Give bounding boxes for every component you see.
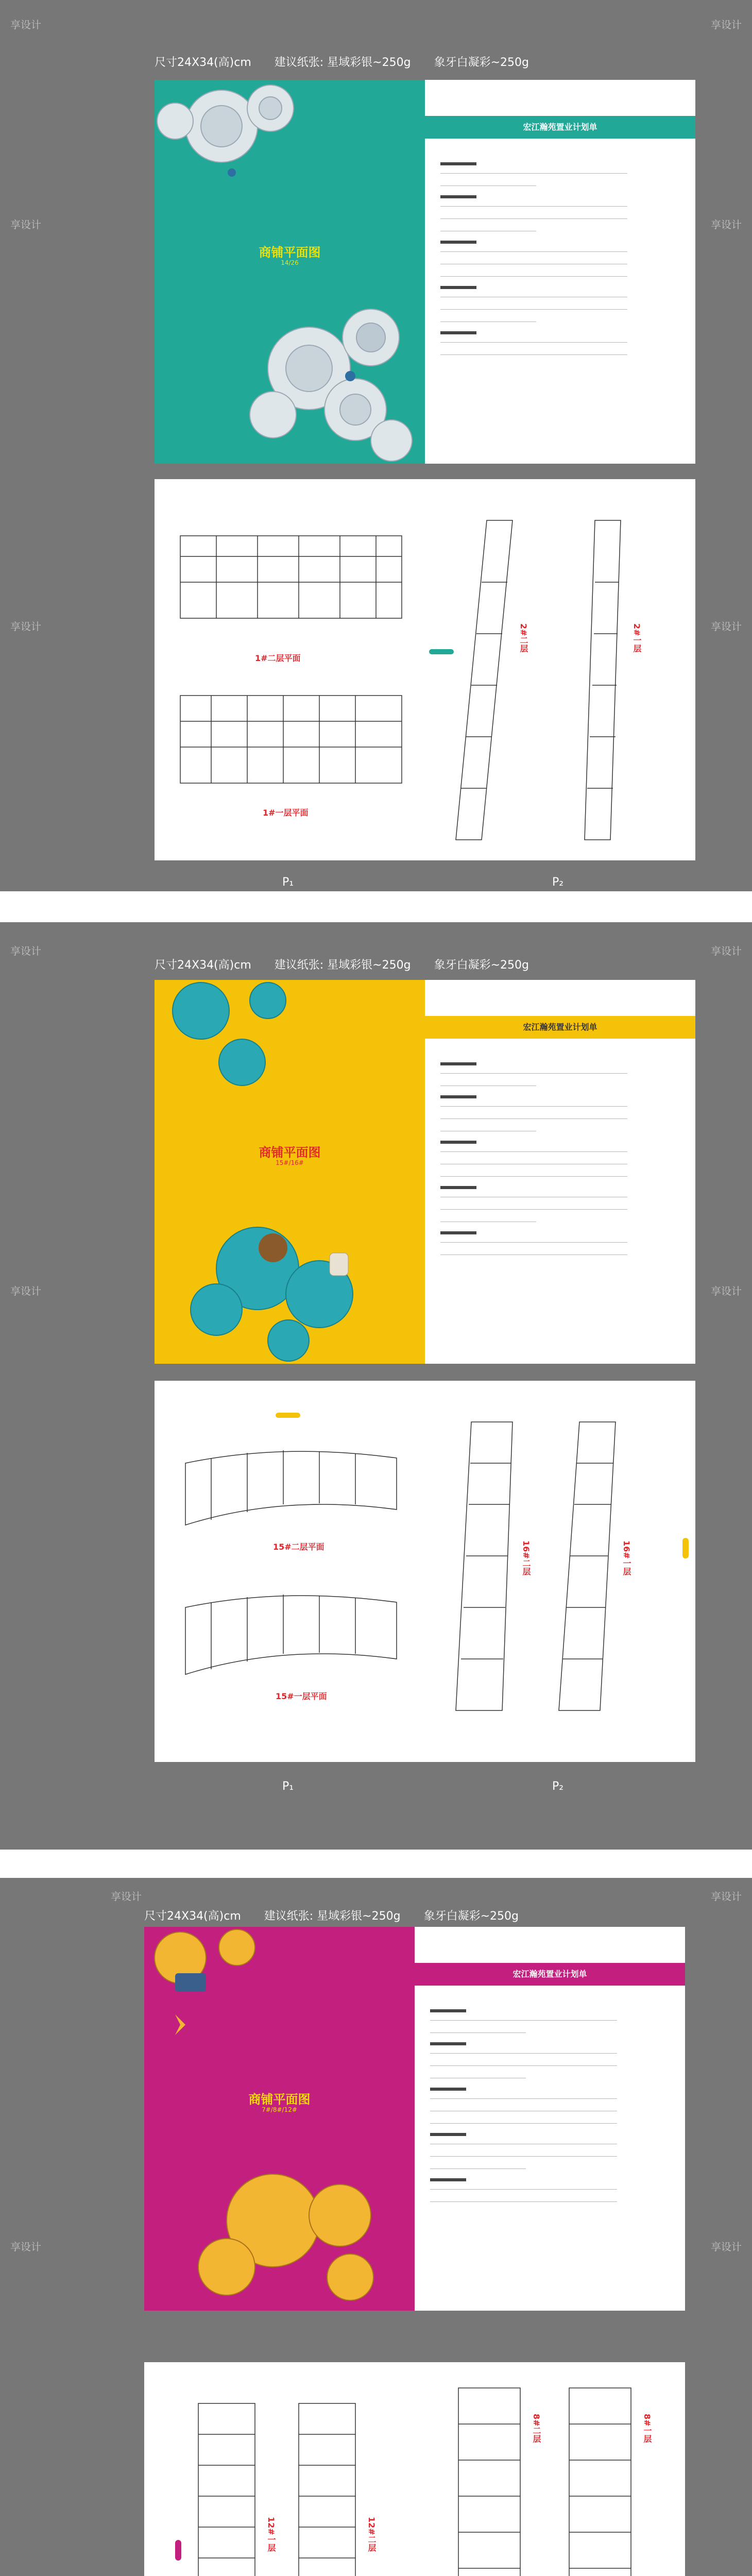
flower-ornament <box>144 1927 415 2311</box>
watermark: 享设计 <box>711 19 742 31</box>
floor-plan-drawing <box>155 1381 425 1762</box>
cover-teal <box>155 80 425 464</box>
section-teal <box>0 0 752 891</box>
watermark: 享设计 <box>10 620 41 633</box>
spec-size: 尺寸24X34(高)cm <box>144 1910 241 1923</box>
watermark: 享设计 <box>711 945 742 957</box>
spec-ivory: 象牙白凝彩~250g <box>423 1910 519 1923</box>
page-number: P₁ <box>282 876 294 889</box>
tag <box>276 1413 300 1418</box>
form-fields <box>440 1062 680 1264</box>
cover-title: 商铺平面图 <box>248 2092 311 2107</box>
plan-page-p2 <box>425 1381 695 1762</box>
form-fields <box>440 162 680 364</box>
watermark: 享设计 <box>711 1285 742 1297</box>
section-magenta <box>0 1878 752 2576</box>
spec-paper: 建议纸张: 星域彩银~250g <box>274 959 411 972</box>
watermark: 享设计 <box>111 1890 142 1903</box>
flower-ornament <box>155 80 425 464</box>
tag <box>682 1538 689 1558</box>
form-page <box>425 80 695 464</box>
side-label: 12#一层 <box>266 2517 276 2552</box>
form-title: 宏江瀚苑置业计划单 <box>523 1022 597 1032</box>
form-header <box>425 116 695 139</box>
plan-label: 15#一层平面 <box>276 1691 327 1701</box>
cover-subtitle: 14/26 <box>281 259 299 266</box>
plan-label: 15#二层平面 <box>273 1542 324 1552</box>
form-page <box>425 980 695 1364</box>
spec-paper: 建议纸张: 星域彩银~250g <box>274 56 411 69</box>
side-label: 12#二层 <box>367 2517 377 2552</box>
cover-subtitle: 15#/16# <box>276 1159 304 1166</box>
cover-title: 商铺平面图 <box>259 245 321 260</box>
floor-plan-drawing <box>425 1381 695 1762</box>
spec-ivory: 象牙白凝彩~250g <box>434 959 529 972</box>
watermark: 享设计 <box>711 620 742 633</box>
watermark: 享设计 <box>711 1890 742 1903</box>
plan-page-p2 <box>415 2362 685 2576</box>
watermark: 享设计 <box>711 2241 742 2253</box>
tag <box>175 2540 181 2561</box>
spec-size: 尺寸24X34(高)cm <box>155 959 251 972</box>
page-number: P₂ <box>552 876 564 889</box>
spec-line <box>155 54 549 70</box>
plan-page-p1 <box>155 479 425 860</box>
form-header <box>425 1016 695 1039</box>
side-label: 2#一层 <box>632 623 642 653</box>
cover-title: 商铺平面图 <box>259 1145 321 1160</box>
watermark: 享设计 <box>10 1285 41 1297</box>
side-label: 8#一层 <box>642 2414 652 2443</box>
cover-subtitle: 7#/8#/12# <box>262 2106 297 2113</box>
spec-line <box>144 1907 538 1923</box>
watermark: 享设计 <box>10 945 41 957</box>
plan-page-p1 <box>144 2362 415 2576</box>
form-fields <box>430 2009 670 2211</box>
watermark: 享设计 <box>10 19 41 31</box>
watermark: 享设计 <box>10 2241 41 2253</box>
spec-size: 尺寸24X34(高)cm <box>155 56 251 69</box>
cover-magenta <box>144 1927 415 2311</box>
plan-page-p2 <box>425 479 695 860</box>
side-label: 16#一层 <box>622 1540 631 1575</box>
side-label: 16#二层 <box>521 1540 531 1575</box>
flower-ornament <box>155 980 425 1364</box>
form-title: 宏江瀚苑置业计划单 <box>512 1969 587 1979</box>
plan-label: 1#二层平面 <box>255 653 301 663</box>
page-number: P₁ <box>282 1780 294 1793</box>
floor-plan-drawing <box>425 479 695 860</box>
floor-plan-drawing <box>415 2362 685 2576</box>
spec-paper: 建议纸张: 星域彩银~250g <box>264 1910 401 1923</box>
page-number: P₂ <box>552 1780 564 1793</box>
form-title: 宏江瀚苑置业计划单 <box>523 122 597 132</box>
plan-label: 1#一层平面 <box>263 808 309 818</box>
watermark: 享设计 <box>10 218 41 231</box>
section-yellow <box>0 922 752 1850</box>
tag <box>429 649 454 654</box>
plan-page-p1 <box>155 1381 425 1762</box>
watermark: 享设计 <box>711 218 742 231</box>
spec-ivory: 象牙白凝彩~250g <box>434 56 529 69</box>
cover-yellow <box>155 980 425 1364</box>
spec-line <box>155 956 549 972</box>
form-page <box>415 1927 685 2311</box>
floor-plan-drawing <box>155 479 425 860</box>
side-label: 8#二层 <box>532 2414 541 2443</box>
form-header <box>415 1963 685 1986</box>
side-label: 2#二层 <box>519 623 528 653</box>
